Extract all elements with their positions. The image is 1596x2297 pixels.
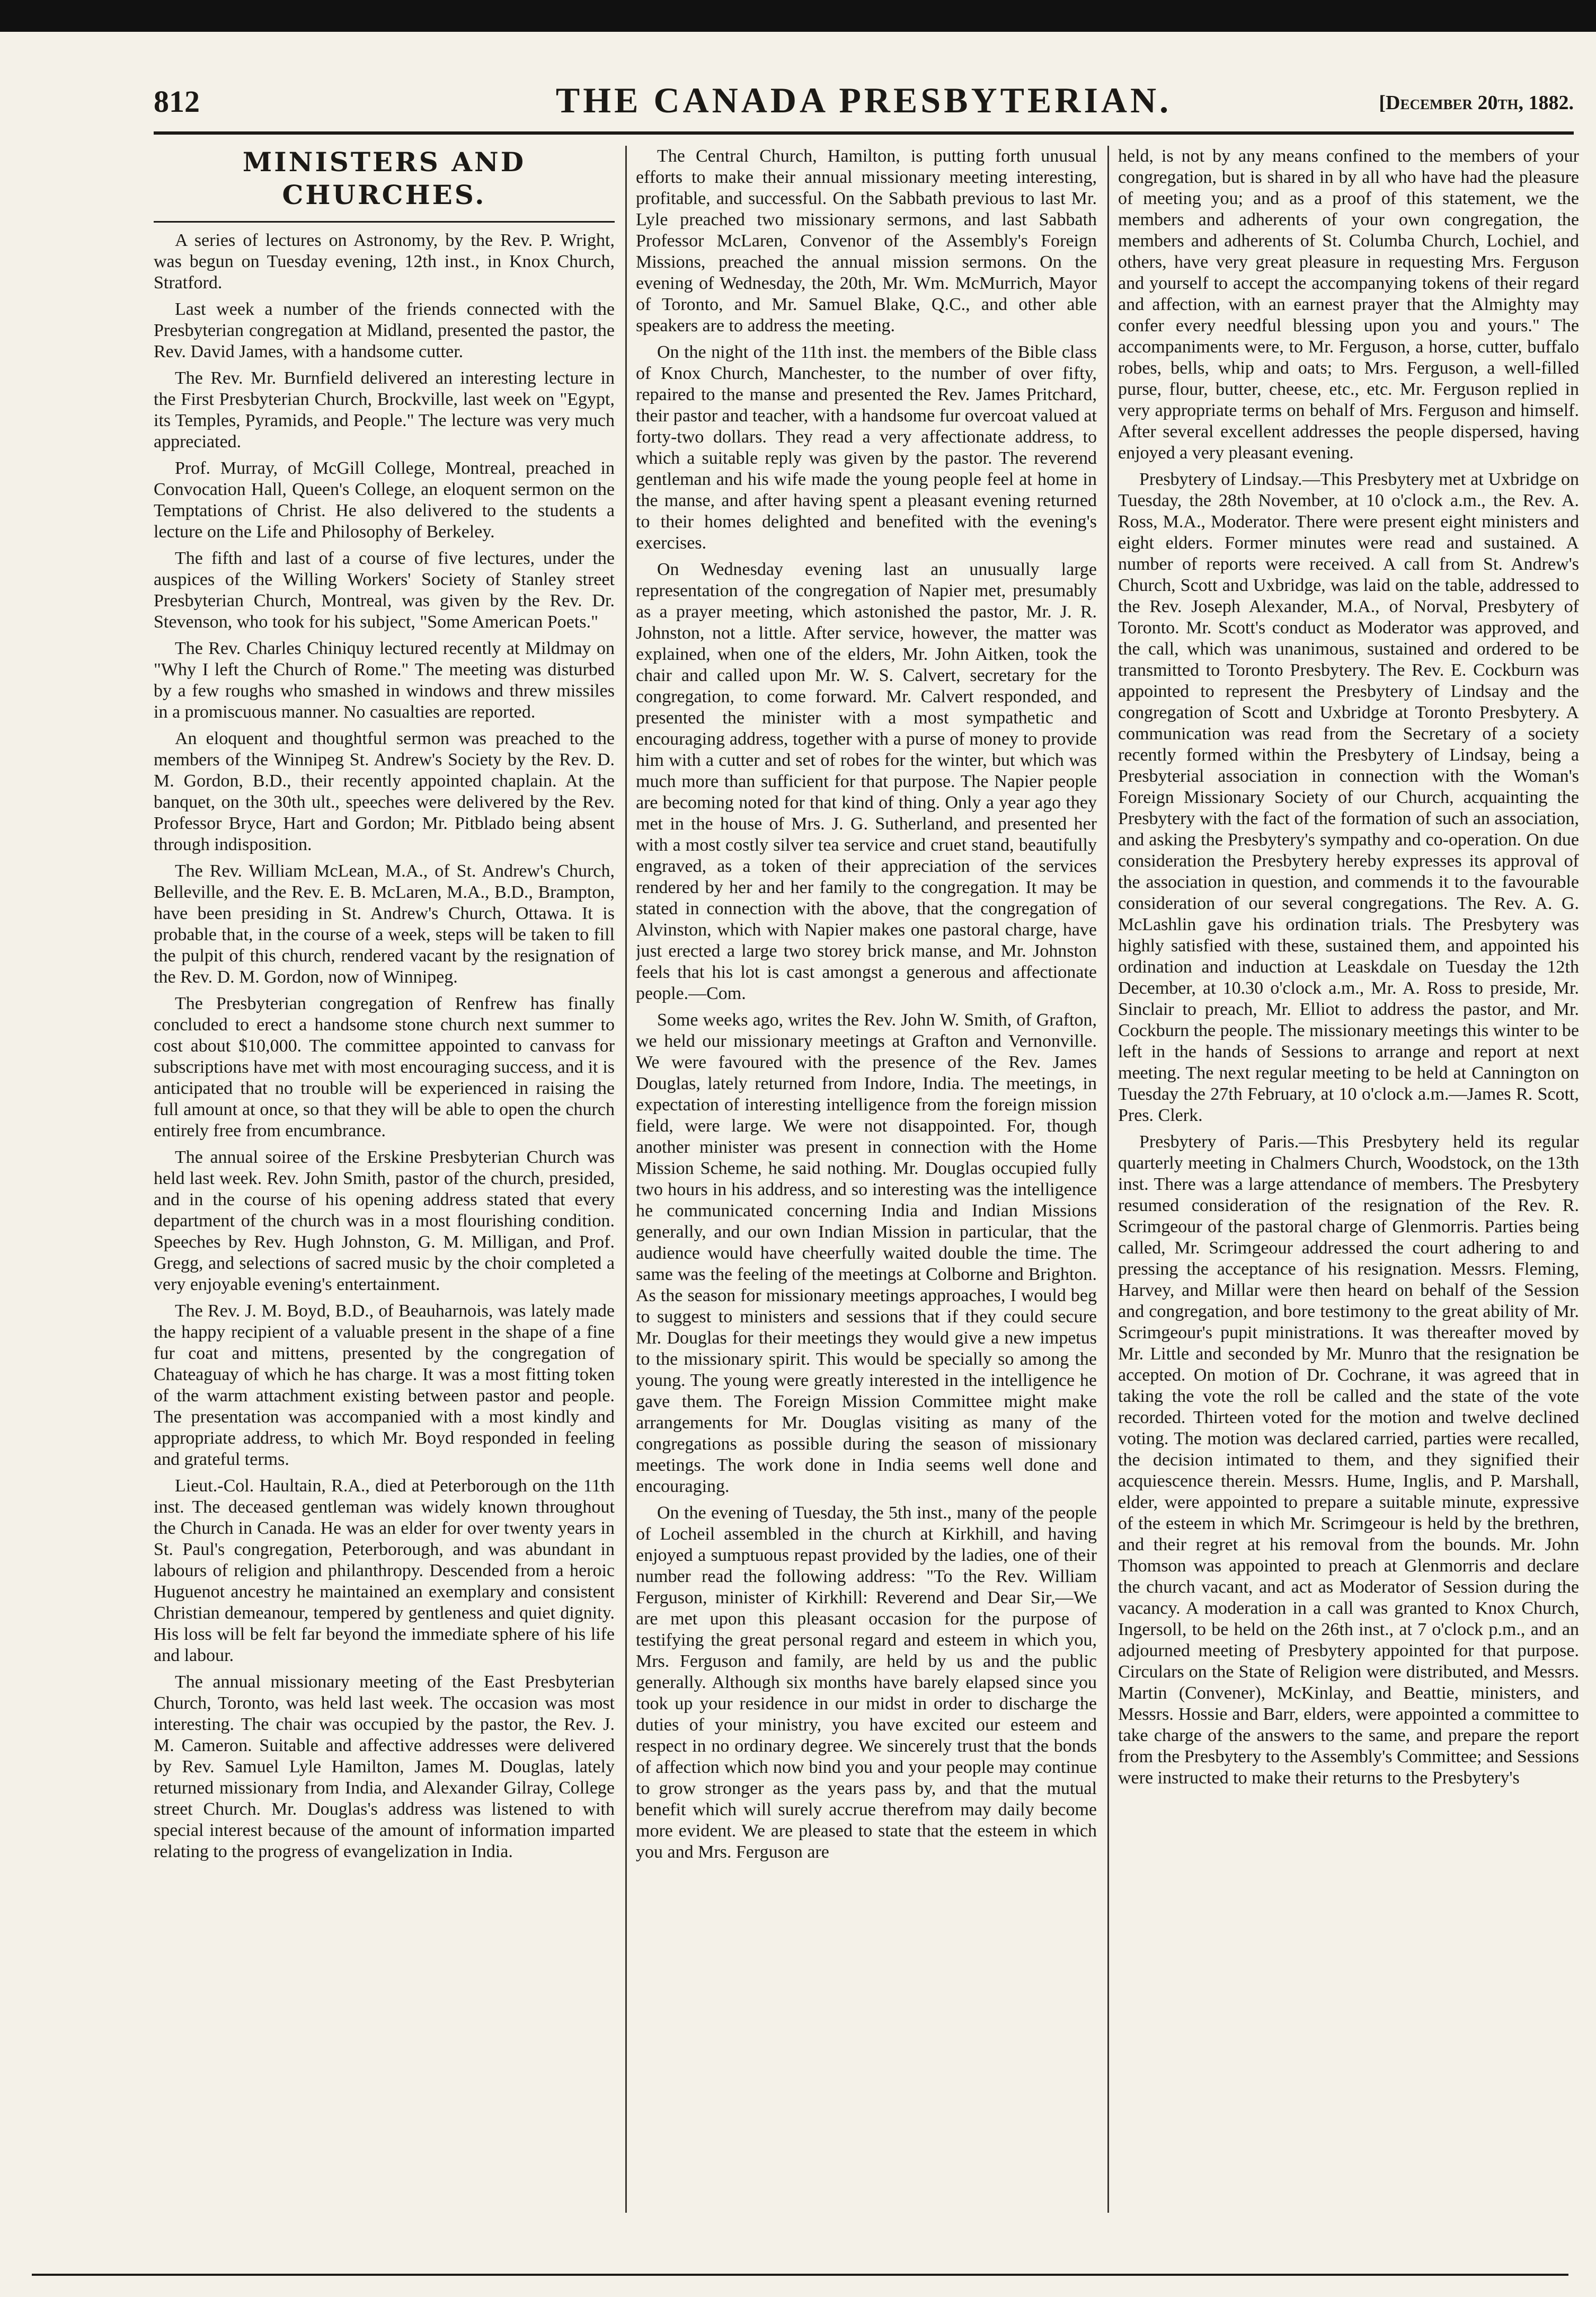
- journal-title: THE CANADA PRESBYTERIAN.: [555, 80, 1172, 120]
- column-divider: [625, 146, 627, 2213]
- column-divider: [1107, 146, 1109, 2213]
- article-paragraph: held, is not by any means confined to the members of your congregation, but is shared in by all who have had the pleasure of meeting you; and as a proof of this statement, we the members and adherents of your own congregation, the members and adherents of St. Columba Church, Lochiel, and others, have very great pleasure in requesting Mrs. Ferguson and yourself to accept the accompanying tokens of their regard and affection, with an earnest prayer that the Almighty may confer every needful blessing upon you and yours." The accompaniments were, to Mr. Ferguson, a horse, cutter, buffalo robes, bells, whip and oats; to Mrs. Ferguson, a well-filled purse, flour, butter, cheese, etc., etc. Mr. Ferguson replied in very appropriate terms on behalf of Mrs. Ferguson and himself. After several excellent addresses the people dispersed, having enjoyed a very pleasant evening.: [1118, 146, 1579, 463]
- section-rule: [154, 221, 615, 223]
- article-paragraph: Prof. Murray, of McGill College, Montreal, preached in Convocation Hall, Queen's College, an eloquent sermon on the Temptations of Christ. He also delivered to the students a lecture on the Life and Philosophy of Berkeley.: [154, 458, 615, 542]
- article-paragraph: The Rev. J. M. Boyd, B.D., of Beauharnois, was lately made the happy recipient of a valuable present in the shape of a fine fur coat and mittens, presented by the congregation of Chateaguay of which he has charge. It was a most fitting token of the warm attachment existing between pastor and people. The presentation was accompanied with a most kindly and appropriate address, to which Mr. Boyd responded in feeling and grateful terms.: [154, 1301, 615, 1469]
- article-paragraph: The annual missionary meeting of the East Presbyterian Church, Toronto, was held last week. The occasion was most interesting. The chair was occupied by the pastor, the Rev. J. M. Cameron. Suitable and affective addresses were delivered by Rev. Samuel Lyle Hamilton, James M. Douglas, lately returned missionary from India, and Alexander Gilray, College street Church. Mr. Douglas's address was listened to with special interest because of the amount of information imparted relating to the progress of evangelization in India.: [154, 1672, 615, 1861]
- article-paragraph: Lieut.-Col. Haultain, R.A., died at Peterborough on the 11th inst. The deceased gentleman was widely known throughout the Church in Canada. He was an elder for over twenty years in St. Paul's congregation, Peterborough, and was abundant in labours of religion and philanthropy. Descended from a heroic Huguenot ancestry he maintained an exemplary and consistent Christian demeanour, tempered by gentleness and quiet dignity. His loss will be felt far beyond the immediate sphere of his life and labour.: [154, 1476, 615, 1665]
- article-paragraph: An eloquent and thoughtful sermon was preached to the members of the Winnipeg St. Andrew's Society by the Rev. D. M. Gordon, B.D., their recently appointed chaplain. At the banquet, on the 30th ult., speeches were delivered by the Rev. Professor Bryce, Hart and Gordon; Mr. Pitblado being absent through indisposition.: [154, 729, 615, 854]
- article-paragraph: The Rev. Mr. Burnfield delivered an interesting lecture in the First Presbyterian Church, Brockville, last week on "Egypt, its Temples, Pyramids, and People." The lecture was very much appreciated.: [154, 368, 615, 452]
- article-paragraph: Last week a number of the friends connected with the Presbyterian congregation at Midland, presented the pastor, the Rev. David James, with a handsome cutter.: [154, 299, 615, 361]
- article-paragraph: Presbytery of Lindsay.—This Presbytery met at Uxbridge on Tuesday, the 28th November, at 10 o'clock a.m., the Rev. A. Ross, M.A., Moderator. There were present eight ministers and eight elders. Former minutes were read and sustained. A number of reports were received. A call from St. Andrew's Church, Scott and Uxbridge, was laid on the table, addressed to the Rev. Joseph Alexander, M.A., of Norval, Presbytery of Toronto. Mr. Scott's conduct as Moderator was approved, and the call, which was unanimous, sustained and ordered to be transmitted to Toronto Presbytery. The Rev. E. Cockburn was appointed to represent the Presbytery of Lindsay and the congregation of Scott and Uxbridge at Toronto Presbytery. A communication was read from the Secretary of a society recently formed within the Presbytery of Lindsay, being a Presbyterial association in connection with the Woman's Foreign Missionary Society of our Church, acquainting the Presbytery with the fact of the formation of such an association, and asking the Presbytery's sympathy and co-operation. On due consideration the Presbytery hereby expresses its approval of the association in question, and commends it to the favourable consideration of our several congregations. The Rev. A. G. McLashlin gave his ordination trials. The Presbytery was highly satisfied with these, sustained them, and appointed his ordination and induction at Leaskdale on Tuesday the 12th December, at 10.30 o'clock a.m., Mr. A. Ross to preside, Mr. Sinclair to preach, Mr. Elliot to address the pastor, and Mr. Cockburn the people. The missionary meetings this winter to be left in the hands of Sessions to arrange and report at next meeting. The next regular meeting to be held at Cannington on Tuesday the 27th February, at 10 o'clock a.m.—James R. Scott, Pres. Clerk.: [1118, 470, 1579, 1125]
- article-paragraph: On the night of the 11th inst. the members of the Bible class of Knox Church, Manchester, to the number of over fifty, repaired to the manse and presented the Rev. James Pritchard, their pastor and teacher, with a handsome fur overcoat valued at forty-two dollars. They read a very affectionate address, to which a suitable reply was given by the pastor. The reverend gentleman and his wife made the young people feel at home in the manse, and after having spent a pleasant evening returned to their homes delighted and benefited with the evening's exercises.: [636, 342, 1097, 553]
- article-paragraph: The annual soiree of the Erskine Presbyterian Church was held last week. Rev. John Smith, pastor of the church, presided, and in the course of his opening address stated that every department of the church was in a most flourishing condition. Speeches by Rev. Hugh Johnston, G. M. Milligan, and Prof. Gregg, and selections of sacred music by the choir completed a very enjoyable evening's entertainment.: [154, 1147, 615, 1294]
- article-paragraph: The Presbyterian congregation of Renfrew has finally concluded to erect a handsome stone church next summer to cost about $10,000. The committee appointed to canvass for subscriptions have met with most encouraging success, and it is anticipated that no trouble will be experienced in raising the full amount at once, so that they will be able to open the church entirely free from encumbrance.: [154, 994, 615, 1141]
- page-header: [154, 79, 1574, 127]
- article-paragraph: The Central Church, Hamilton, is putting forth unusual efforts to make their annual missionary meeting interesting, profitable, and successful. On the Sabbath previous to last Mr. Lyle preached two missionary sermons, and last Sabbath Professor McLaren, Convenor of the Assembly's Foreign Missions, preached the annual mission sermons. On the evening of Wednesday, the 20th, Mr. Wm. McMurrich, Mayor of Toronto, and Mr. Samuel Blake, Q.C., and other able speakers are to address the meeting.: [636, 146, 1097, 335]
- article-paragraph: The fifth and last of a course of five lectures, under the auspices of the Willing Workers' Society of Stanley street Presbyterian Church, Montreal, was given by the Rev. Dr. Stevenson, who took for his subject, "Some American Poets.": [154, 549, 615, 632]
- header-rule: [154, 131, 1574, 135]
- article-paragraph: On the evening of Tuesday, the 5th inst., many of the people of Locheil assembled in the church at Kirkhill, and having enjoyed a sumptuous repast provided by the ladies, one of their number read the following address: "To the Rev. William Ferguson, minister of Kirkhill: Reverend and Dear Sir,—We are met upon this pleasant occasion for the purpose of testifying the great personal regard and esteem in which you, Mrs. Ferguson and family, are held by us and the public generally. Although six months have barely elapsed since you took up your residence in our midst in order to discharge the duties of your ministry, you have excited our esteem and respect in no ordinary degree. We sincerely trust that the bonds of affection which now bind you and your people may continue to grow stronger as the years pass by, and that the mutual benefit which will surely accrue therefrom may daily become more evident. We are pleased to state that the esteem in which you and Mrs. Ferguson are: [636, 1503, 1097, 1862]
- article-paragraph: On Wednesday evening last an unusually large representation of the congregation of Napier met, presumably as a prayer meeting, which astonished the pastor, Mr. J. R. Johnston, not a little. After service, however, the matter was explained, when one of the elders, Mr. John Aitken, took the chair and called upon Mr. W. S. Calvert, secretary for the congregation, to come forward. Mr. Calvert responded, and presented the minister with a most sympathetic and encouraging address, together with a purse of money to provide him with a cutter and set of robes for the winter, but which was much more than sufficient for that purpose. The Napier people are becoming noted for that kind of thing. Only a year ago they met in the house of Mrs. J. G. Sutherland, and presented her with a most costly silver tea service and cruet stand, beautifully engraved, as a token of their appreciation of the services rendered by her and her family to the congregation. It may be stated in connection with the above, that the congregation of Alvinston, which with Napier makes one pastoral charge, have just erected a large two storey brick manse, and Mr. Johnston feels that his lot is cast amongst a generous and affectionate people.—Com.: [636, 560, 1097, 1003]
- bottom-rule: [32, 2274, 1568, 2276]
- section-heading: MINISTERS AND CHURCHES.: [242, 146, 526, 210]
- top-border: [0, 0, 1596, 32]
- article-paragraph: The Rev. Charles Chiniquy lectured recently at Mildmay on "Why I left the Church of Rome." The meeting was disturbed by a few roughs who smashed in windows and threw missiles in a promiscuous manner. No casualties are reported.: [154, 639, 615, 722]
- page-number: 812: [154, 84, 200, 119]
- article-paragraph: The Rev. William McLean, M.A., of St. Andrew's Church, Belleville, and the Rev. E. B. McLaren, M.A., B.D., Brampton, have been presiding in St. Andrew's Church, Ottawa. It is probable that, in the course of a week, steps will be taken to fill the pulpit of this church, rendered vacant by the resignation of the Rev. D. M. Gordon, now of Winnipeg.: [154, 861, 615, 987]
- article-paragraph: Some weeks ago, writes the Rev. John W. Smith, of Grafton, we held our missionary meetings at Grafton and Vernonville. We were favoured with the presence of the Rev. James Douglas, lately returned from Indore, India. The meetings, in expectation of interesting intelligence from the foreign mission field, were large. We were not disappointed. For, though another minister was present in connection with the Home Mission Scheme, he said nothing. Mr. Douglas occupied fully two hours in his address, and so interesting was the intelligence he communicated concerning India and Indian Missions generally, and our own Indian Mission in particular, that the audience would have cheerfully waited double the time. The same was the feeling of the meetings at Colborne and Brighton. As the season for missionary meetings approaches, I would beg to suggest to ministers and sessions that if they could secure Mr. Douglas for their meetings they would give a new impetus to the missionary spirit. This would be specially so among the young. The young were greatly interested in the intelligence he gave them. The Foreign Mission Committee might make arrangements for Mr. Douglas visiting as many of the congregations as possible during the season of missionary meetings. The work done in India seems well done and encouraging.: [636, 1010, 1097, 1496]
- article-paragraph: A series of lectures on Astronomy, by the Rev. P. Wright, was begun on Tuesday evening, 12th inst., in Knox Church, Stratford.: [154, 231, 615, 293]
- issue-date: [December 20th, 1882.: [1379, 92, 1574, 114]
- article-paragraph: Presbytery of Paris.—This Presbytery held its regular quarterly meeting in Chalmers Church, Woodstock, on the 13th inst. There was a large attendance of members. The Presbytery resumed consideration of the resignation of the Rev. R. Scrimgeour of the pastoral charge of Glenmorris. Parties being called, Mr. Scrimgeour addressed the court adhering to and pressing the acceptance of his resignation. Messrs. Fleming, Harvey, and Millar were then heard on behalf of the Session and congregation, and bore testimony to the great ability of Mr. Scrimgeour's pupit ministrations. It was thereafter moved by Mr. Little and seconded by Mr. Munro that the resignation be accepted. On motion of Dr. Cochrane, it was agreed that in taking the vote the roll be called and the state of the vote recorded. Thirteen voted for the motion and twelve declined voting. The motion was declared carried, parties were recalled, the decision intimated to them, and they signified their acquiescence therein. Messrs. Hume, Inglis, and P. Marshall, elder, were appointed to prepare a suitable minute, expressive of the esteem in which Mr. Scrimgeour is held by the brethren, and their regret at his removal from the bounds. Mr. John Thomson was appointed to preach at Glenmorris and declare the church vacant, and act as Moderator of Session during the vacancy. A moderation in a call was granted to Knox Church, Ingersoll, to be held on the 26th inst., at 7 o'clock p.m., and an adjourned meeting of Presbytery appointed for that purpose. Circulars on the State of Religion were distributed, and Messrs. Martin (Convener), McKinlay, and Beattie, ministers, and Messrs. Hossie and Barr, elders, were appointed a committee to take charge of the answers to the same, and prepare the report from the Presbytery to the Assembly's Committee; and Sessions were instructed to make their returns to the Presbytery's: [1118, 1132, 1579, 1788]
- column-2: [636, 146, 1097, 2218]
- column-1: [154, 146, 615, 2218]
- column-3: [1118, 146, 1579, 2218]
